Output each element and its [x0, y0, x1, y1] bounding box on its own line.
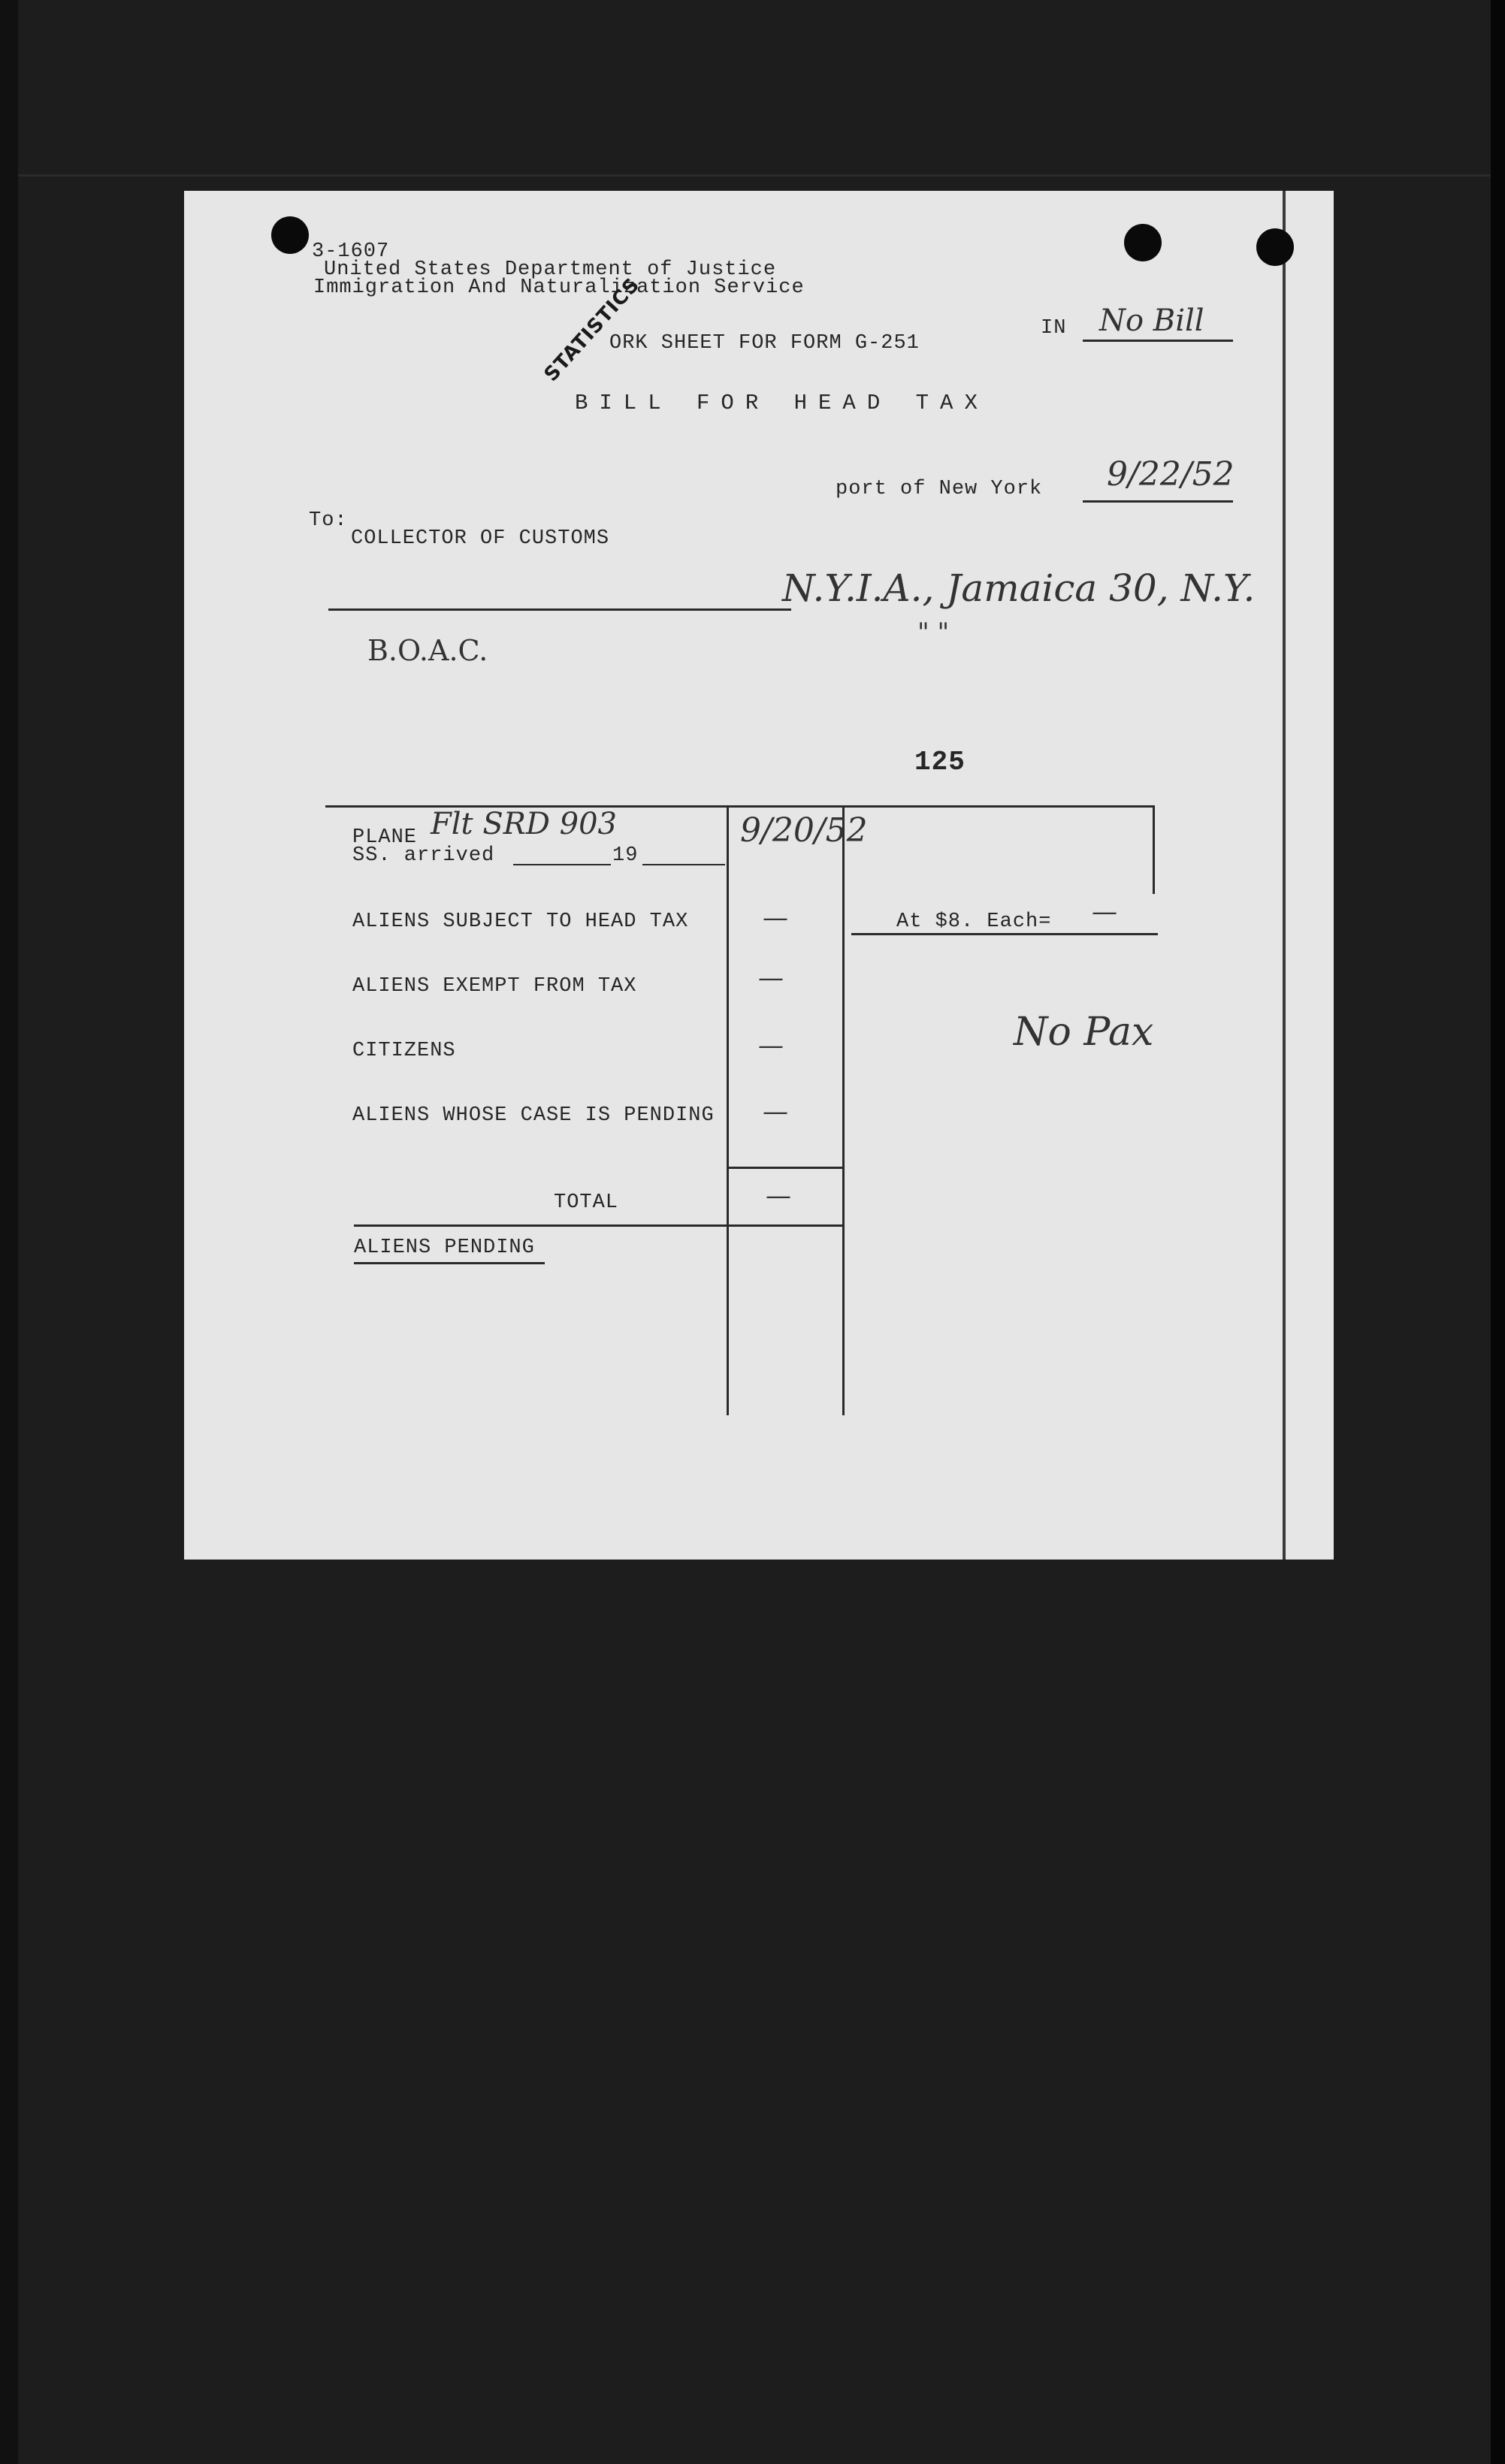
- carrier-handwritten: B.O.A.C.: [367, 634, 488, 667]
- sheet-number: 125: [914, 747, 966, 778]
- aliens-pending-heading: ALIENS PENDING: [354, 1237, 535, 1259]
- row-citizens-label: CITIZENS: [352, 1040, 456, 1062]
- arrived-blank: [513, 864, 611, 865]
- service-name: Immigration And Naturalization Service: [313, 276, 805, 299]
- row-aliens-subject-value: —: [763, 903, 788, 933]
- department-name: United States Department of Justice: [324, 258, 777, 281]
- year-prefix: 19: [612, 844, 639, 867]
- table-bottom-border: [354, 1224, 844, 1227]
- plane-label: PLANE: [352, 826, 418, 849]
- worksheet-title: ORK SHEET FOR FORM G-251: [609, 332, 920, 355]
- rate-label: At $8. Each=: [896, 910, 1052, 933]
- mount-divider: [18, 174, 1491, 177]
- port-label: port of New York: [836, 478, 1043, 500]
- collector-of-customs: COLLECTOR OF CUSTOMS: [351, 527, 610, 550]
- table-right-bracket: [1153, 805, 1155, 894]
- rate-value: —: [1092, 897, 1117, 927]
- statistics-stamp: STATISTICS: [539, 273, 645, 386]
- punch-hole-left: [271, 216, 309, 254]
- date-handwritten: 9/22/52: [1107, 455, 1235, 494]
- form-number: 3-1607: [312, 240, 390, 263]
- date-underline: [1083, 500, 1233, 503]
- arrival-date-handwritten: 9/20/52: [740, 811, 868, 850]
- address-line: [328, 608, 791, 611]
- location-handwritten: N.Y.I.A., Jamaica 30, N.Y.: [782, 566, 1256, 610]
- punch-hole-right-1: [1124, 224, 1162, 261]
- year-blank: [642, 864, 725, 865]
- total-separator: [728, 1167, 844, 1169]
- total-value: —: [766, 1181, 791, 1211]
- in-underline: [1083, 340, 1233, 342]
- rate-underline: [851, 933, 1158, 935]
- row-aliens-subject-label: ALIENS SUBJECT TO HEAD TAX: [352, 910, 689, 933]
- total-label: TOTAL: [554, 1191, 619, 1214]
- worksheet-document: [184, 191, 1334, 1560]
- film-edge: [1491, 0, 1505, 2464]
- table-col-divider-left: [727, 805, 729, 1415]
- plane-value-handwritten: Flt SRD 903: [431, 807, 617, 841]
- row-aliens-pending-value: —: [763, 1097, 788, 1127]
- ditto-marks: " ": [917, 618, 950, 648]
- punch-hole-right-2: [1256, 228, 1294, 266]
- no-pax-handwritten: No Pax: [1014, 1010, 1154, 1055]
- aliens-pending-underline: [354, 1262, 545, 1264]
- table-col-divider-right: [842, 805, 845, 1415]
- in-value-handwritten: No Bill: [1099, 303, 1204, 338]
- row-aliens-exempt-label: ALIENS EXEMPT FROM TAX: [352, 975, 637, 998]
- in-label: IN: [1041, 317, 1067, 340]
- bill-title: BILL FOR HEAD TAX: [575, 391, 989, 415]
- row-aliens-pending-label: ALIENS WHOSE CASE IS PENDING: [352, 1104, 715, 1127]
- paper-fold-line: [1283, 191, 1286, 1560]
- row-aliens-exempt-value: —: [758, 963, 784, 993]
- ss-arrived-label: SS. arrived: [352, 844, 495, 867]
- row-citizens-value: —: [758, 1031, 784, 1061]
- to-label: To:: [309, 509, 348, 532]
